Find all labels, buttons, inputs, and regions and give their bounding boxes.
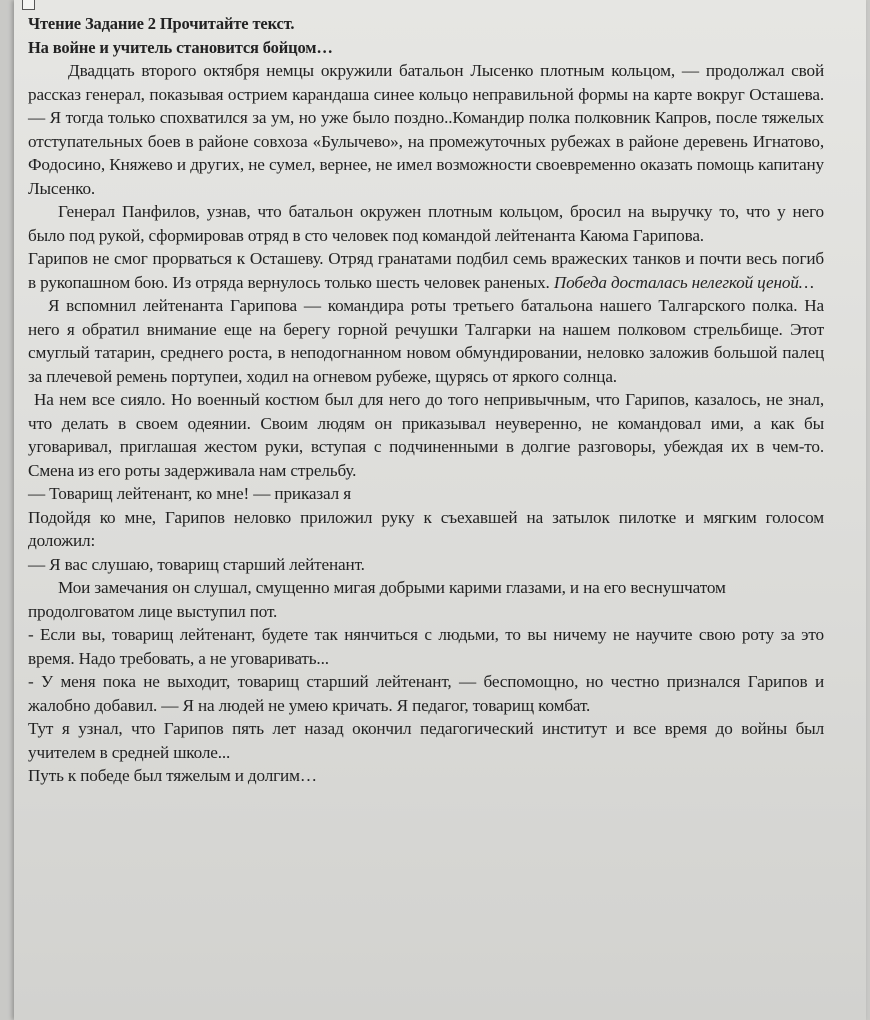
closing-line: Путь к победе был тяжелым и долгим…	[28, 766, 317, 785]
paragraph-8: продолговатом лице выступил пот.	[28, 601, 278, 621]
paragraph-9: Тут я узнал, что Гарипов пять лет назад окончил педагогический институт и все время до войны был учителем в средней школе...	[28, 719, 824, 762]
document-text	[28, 12, 824, 788]
paragraph-6: Подойдя ко мне, Гарипов неловко приложил руку к съехавшей на затылок пилотке и мягким голосом доложил:	[28, 507, 824, 550]
paragraph-4: Я вспомнил лейтенанта Гарипова — командира роты третьего батальона нашего Талгарского полка. На него я обратил внимание еще на берегу горной речушки Талгарки на нашем полковом стрельбище. Этот смуглый татарин, среднего роста, в неподогнанном новом обмундировании, неловко заложив большой палец за плечевой ремень портупеи, ходил на огневом рубеже, щурясь от яркого солнца.	[28, 296, 824, 386]
paragraph-2: Генерал Панфилов, узнав, что батальон окружен плотным кольцом, бросил на выручку то, что у него было под рукой, сформировав отряд в сто человек под командой лейтенанта Каюма Гарипова.	[28, 202, 824, 245]
paragraph-1: Двадцать второго октября немцы окружили батальон Лысенко плотным кольцом, — продолжал свой рассказ генерал, показывая острием карандаша синее кольцо неправильной формы на карте вокруг Осташева. — Я тогда только спохватился за ум, но уже было поздно..Командир полка полковник Капров, после тяжелых отступательных боев в районе совхоза «Булычево», на промежуточных рубежах в районе деревень Игнатово, Фодосино, Княжево и других, не сумел, вернее, не имел возможности своевременно оказать помощь капитану Лысенко.	[28, 61, 824, 198]
dialogue-line-2: — Я вас слушаю, товарищ старший лейтенант.	[28, 554, 365, 574]
dialogue-line-4: - У меня пока не выходит, товарищ старший лейтенант, — беспомощно, но честно признался Гарипов и жалобно добавил. — Я на людей не умею кричать. Я педагог, товарищ комбат.	[28, 672, 824, 715]
paragraph-5: На нем все сияло. Но военный костюм был для него до того непривычным, что Гарипов, казалось, не знал, что делать в своем одеянии. Своим людям он приказывал неуверенно, не командовал ими, а как бы уговаривал, приглашая жестом руки, вступая с подчиненными в долгие разговоры, убеждая их в чем-то. Смена из его роты задерживала нам стрельбу.	[28, 390, 824, 480]
paragraph-3	[28, 247, 824, 294]
dialogue-line-1: — Товарищ лейтенант, ко мне! — приказал я	[28, 484, 351, 503]
paragraph-7: Мои замечания он слушал, смущенно мигая добрыми карими глазами, и на его веснушчатом	[58, 578, 726, 597]
task-heading: Чтение Задание 2 Прочитайте текст.	[28, 14, 295, 33]
paragraph-3-italic: Победа досталась нелегкой ценой…	[553, 272, 814, 292]
dialogue-line-3: - Если вы, товарищ лейтенант, будете так нянчиться с людьми, то вы ничему не научите свою роту за это время. Надо требовать, а не уговаривать...	[28, 625, 824, 668]
checkbox-icon	[22, 0, 35, 10]
paragraph-3-text: Гарипов не смог прорваться к Осташеву. Отряд гранатами подбил семь вражеских танков и почти весь погиб в рукопашном бою. Из отряда вернулось только шесть человек раненых.	[28, 249, 824, 292]
text-title: На войне и учитель становится бойцом…	[28, 37, 333, 57]
